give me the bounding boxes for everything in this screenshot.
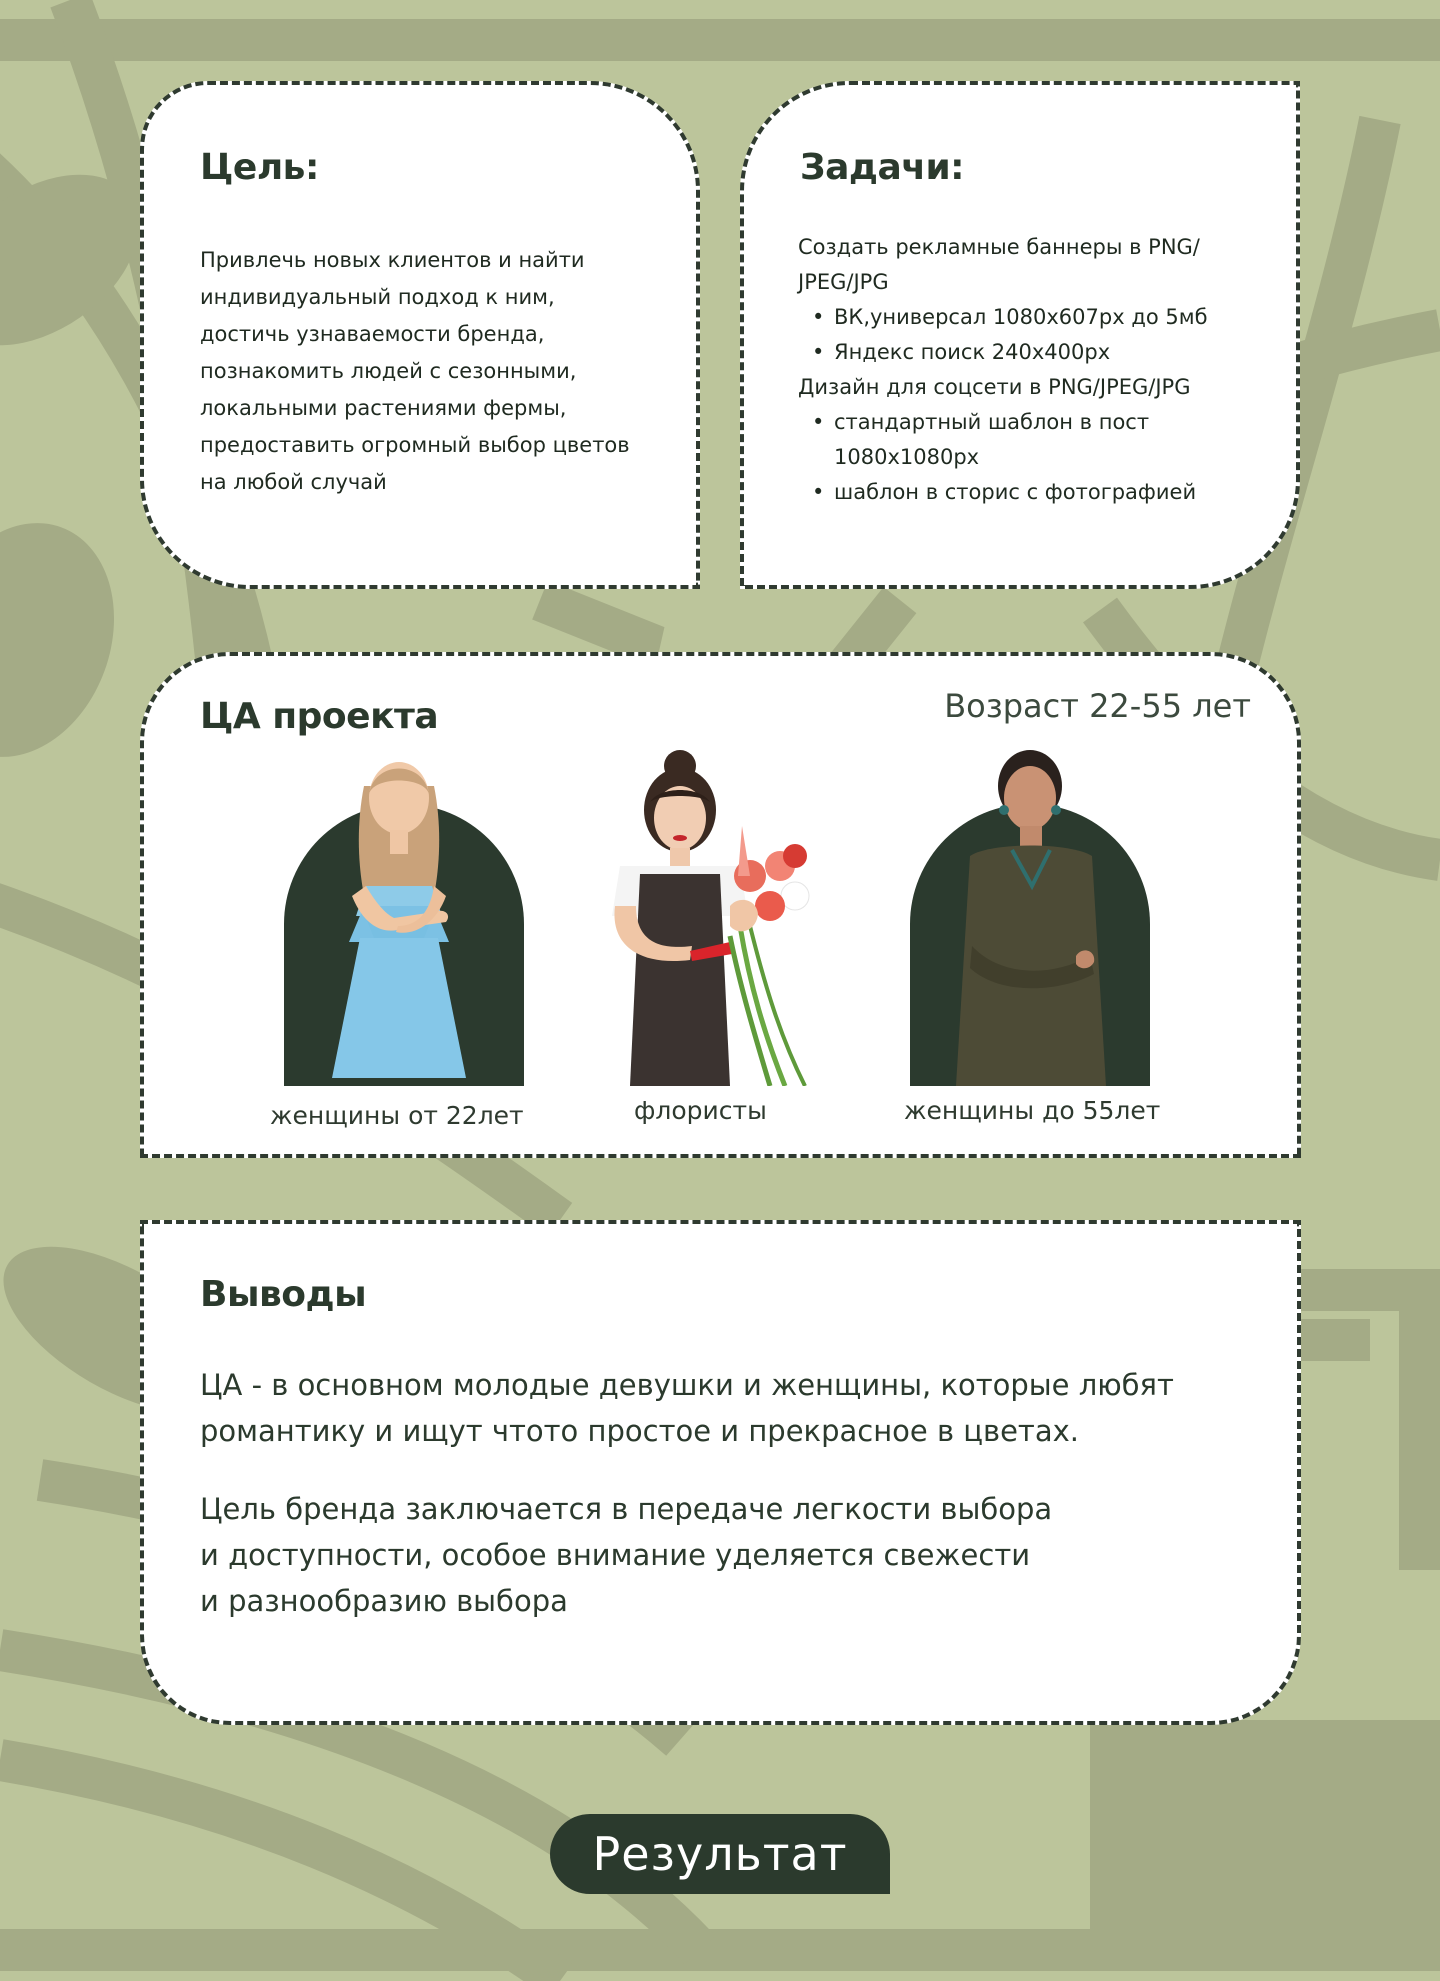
goal-line: локальными растениями фермы, bbox=[200, 396, 567, 420]
task-line: Дизайн для соцсети в PNG/JPEG/JPG bbox=[798, 375, 1191, 399]
task-bullet: • шаблон в сторис с фотографией bbox=[798, 475, 1208, 510]
conclusion-line: и доступности, особое внимание уделяется свежести bbox=[200, 1538, 1031, 1572]
result-button[interactable]: Результат bbox=[550, 1814, 890, 1894]
young-woman-photo bbox=[274, 746, 524, 1086]
tasks-title: Задачи: bbox=[800, 147, 965, 188]
conclusion-line: романтику и ищут чтото простое и прекрасное в цветах. bbox=[200, 1414, 1079, 1448]
audience-card bbox=[140, 652, 1301, 1158]
age-range: Возраст 22-55 лет bbox=[944, 687, 1251, 725]
mature-woman-photo bbox=[900, 746, 1150, 1086]
goal-text bbox=[200, 242, 630, 501]
goal-line: индивидуальный подход к ним, bbox=[200, 285, 555, 309]
conclusions-title: Выводы bbox=[200, 1274, 367, 1315]
task-continuation: 1080x1080px bbox=[834, 445, 980, 469]
goal-card bbox=[140, 81, 700, 589]
conclusions-card bbox=[140, 1220, 1301, 1725]
persona-caption-mature-women: женщины до 55лет bbox=[904, 1096, 1161, 1125]
conclusion-line: ЦА - в основном молодые девушки и женщины, которые любят bbox=[200, 1368, 1174, 1402]
persona-caption-young-women: женщины от 22лет bbox=[270, 1101, 524, 1130]
task-bullet: • ВК,универсал 1080x607px до 5мб bbox=[798, 300, 1208, 335]
audience-title: ЦА проекта bbox=[200, 696, 439, 737]
tasks-list bbox=[798, 230, 1208, 510]
task-line: Создать рекламные баннеры в PNG/ bbox=[798, 235, 1200, 259]
young-woman-figure bbox=[274, 746, 524, 1086]
conclusion-line: и разнообразию выбора bbox=[200, 1584, 568, 1618]
goal-line: достичь узнаваемости бренда, bbox=[200, 322, 545, 346]
mature-woman-figure bbox=[900, 746, 1150, 1086]
goal-title: Цель: bbox=[200, 147, 319, 188]
task-bullet: • Яндекс поиск 240x400px bbox=[798, 335, 1208, 370]
conclusion-paragraph-1 bbox=[200, 1362, 1174, 1454]
conclusion-paragraph-2 bbox=[200, 1486, 1052, 1624]
goal-line: познакомить людей с сезонными, bbox=[200, 359, 577, 383]
task-line: JPEG/JPG bbox=[798, 270, 889, 294]
tasks-card bbox=[740, 81, 1300, 589]
goal-line: Привлечь новых клиентов и найти bbox=[200, 248, 585, 272]
goal-line: предоставить огромный выбор цветов bbox=[200, 433, 630, 457]
florist-figure bbox=[580, 746, 830, 1086]
conclusion-line: Цель бренда заключается в передаче легкости выбора bbox=[200, 1492, 1053, 1526]
task-bullet: • стандартный шаблон в пост bbox=[798, 405, 1208, 440]
persona-caption-florists: флористы bbox=[634, 1096, 767, 1125]
florist-photo bbox=[580, 746, 830, 1086]
goal-line: на любой случай bbox=[200, 470, 387, 494]
